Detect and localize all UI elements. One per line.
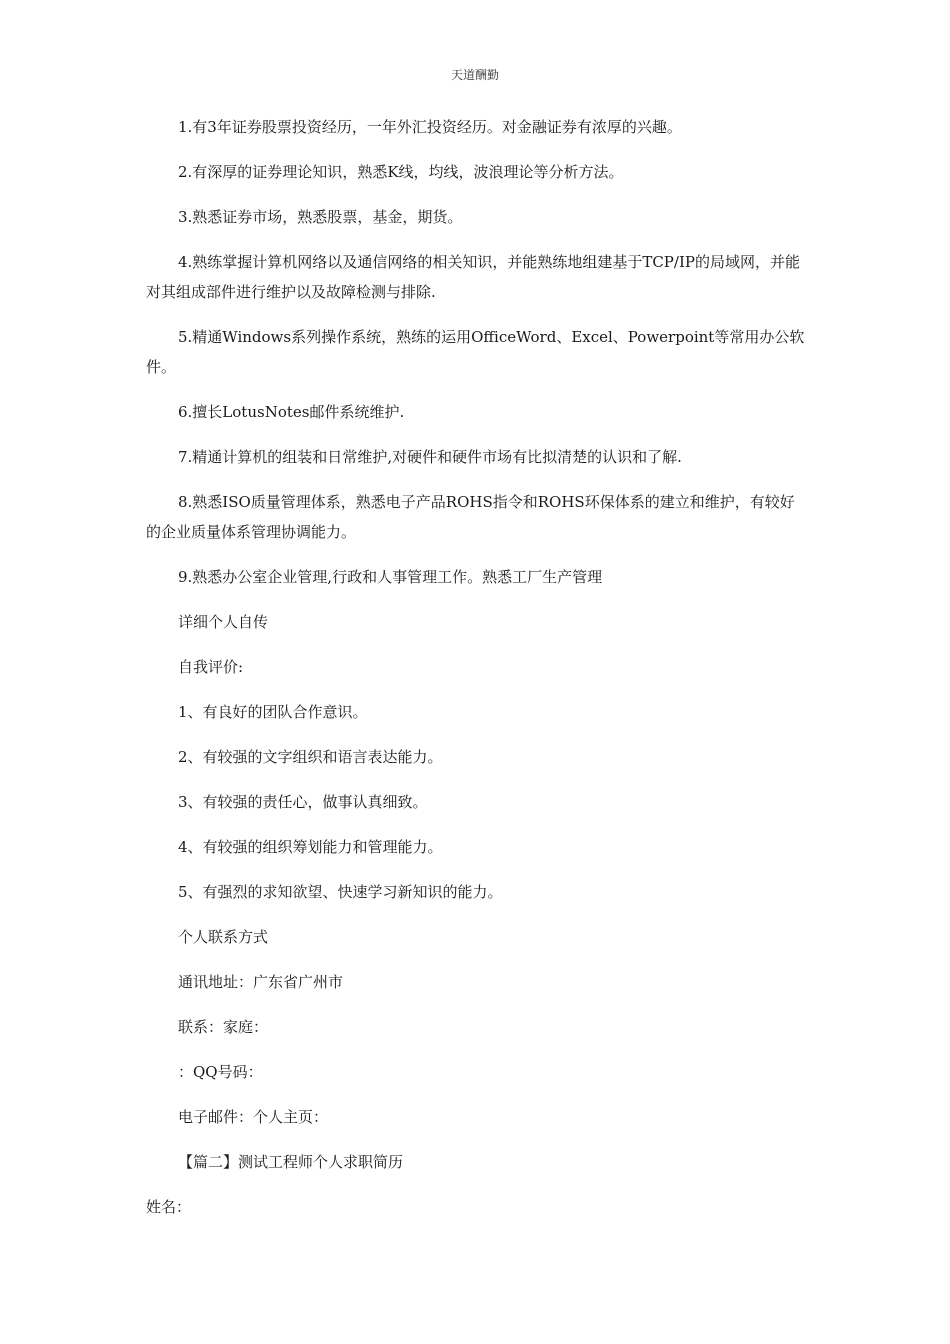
paragraph-skill-9: 9.熟悉办公室企业管理,行政和人事管理工作。熟悉工厂生产管理 — [178, 568, 603, 586]
paragraph-skill-2: 2.有深厚的证券理论知识，熟悉K线，均线，波浪理论等分析方法。 — [178, 163, 624, 181]
self-evaluation-item-4: 4、有较强的组织筹划能力和管理能力。 — [178, 838, 443, 856]
contact-address: 通讯地址：广东省广州市 — [178, 973, 344, 991]
paragraph-skill-7: 7.精通计算机的组装和日常维护,对硬件和硬件市场有比拟清楚的认识和了解. — [178, 448, 682, 466]
self-evaluation-item-2: 2、有较强的文字组织和语言表达能力。 — [178, 748, 443, 766]
self-evaluation-item-5: 5、有强烈的求知欲望、快速学习新知识的能力。 — [178, 883, 503, 901]
paragraph-skill-3: 3.熟悉证券市场，熟悉股票，基金，期货。 — [178, 208, 463, 226]
contact-heading: 个人联系方式 — [178, 928, 269, 946]
section-heading-part-two: 【篇二】测试工程师个人求职简历 — [178, 1153, 404, 1171]
contact-phone: 联系：家庭： — [178, 1018, 269, 1036]
self-evaluation-item-3: 3、有较强的责任心，做事认真细致。 — [178, 793, 428, 811]
name-field-label: 姓名： — [146, 1198, 192, 1216]
page-header: 天道酬勤 — [450, 68, 499, 82]
contact-qq: ：QQ号码： — [178, 1063, 263, 1081]
paragraph-skill-5: 5.精通Windows系列操作系统，熟练的运用OfficeWord、Excel、Powerpoint等常用办公软件。 — [146, 328, 805, 376]
paragraph-skill-6: 6.擅长LotusNotes邮件系统维护. — [178, 403, 405, 421]
section-heading-autobiography: 详细个人自传 — [178, 613, 269, 631]
paragraph-skill-8: 8.熟悉ISO质量管理体系，熟悉电子产品ROHS指令和ROHS环保体系的建立和维护，有较好的企业质量体系管理协调能力。 — [146, 493, 795, 541]
paragraph-skill-4: 4.熟练掌握计算机网络以及通信网络的相关知识，并能熟练地组建基于TCP/IP的局域网，并能对其组成部件进行维护以及故障检测与排除. — [146, 253, 800, 301]
self-evaluation-item-1: 1、有良好的团队合作意识。 — [178, 703, 368, 721]
contact-email-homepage: 电子邮件：个人主页： — [178, 1108, 329, 1126]
document-body — [146, 112, 808, 1237]
self-evaluation-heading: 自我评价: — [178, 658, 244, 676]
paragraph-skill-1: 1.有3年证券股票投资经历，一年外汇投资经历。对金融证券有浓厚的兴趣。 — [178, 118, 682, 136]
